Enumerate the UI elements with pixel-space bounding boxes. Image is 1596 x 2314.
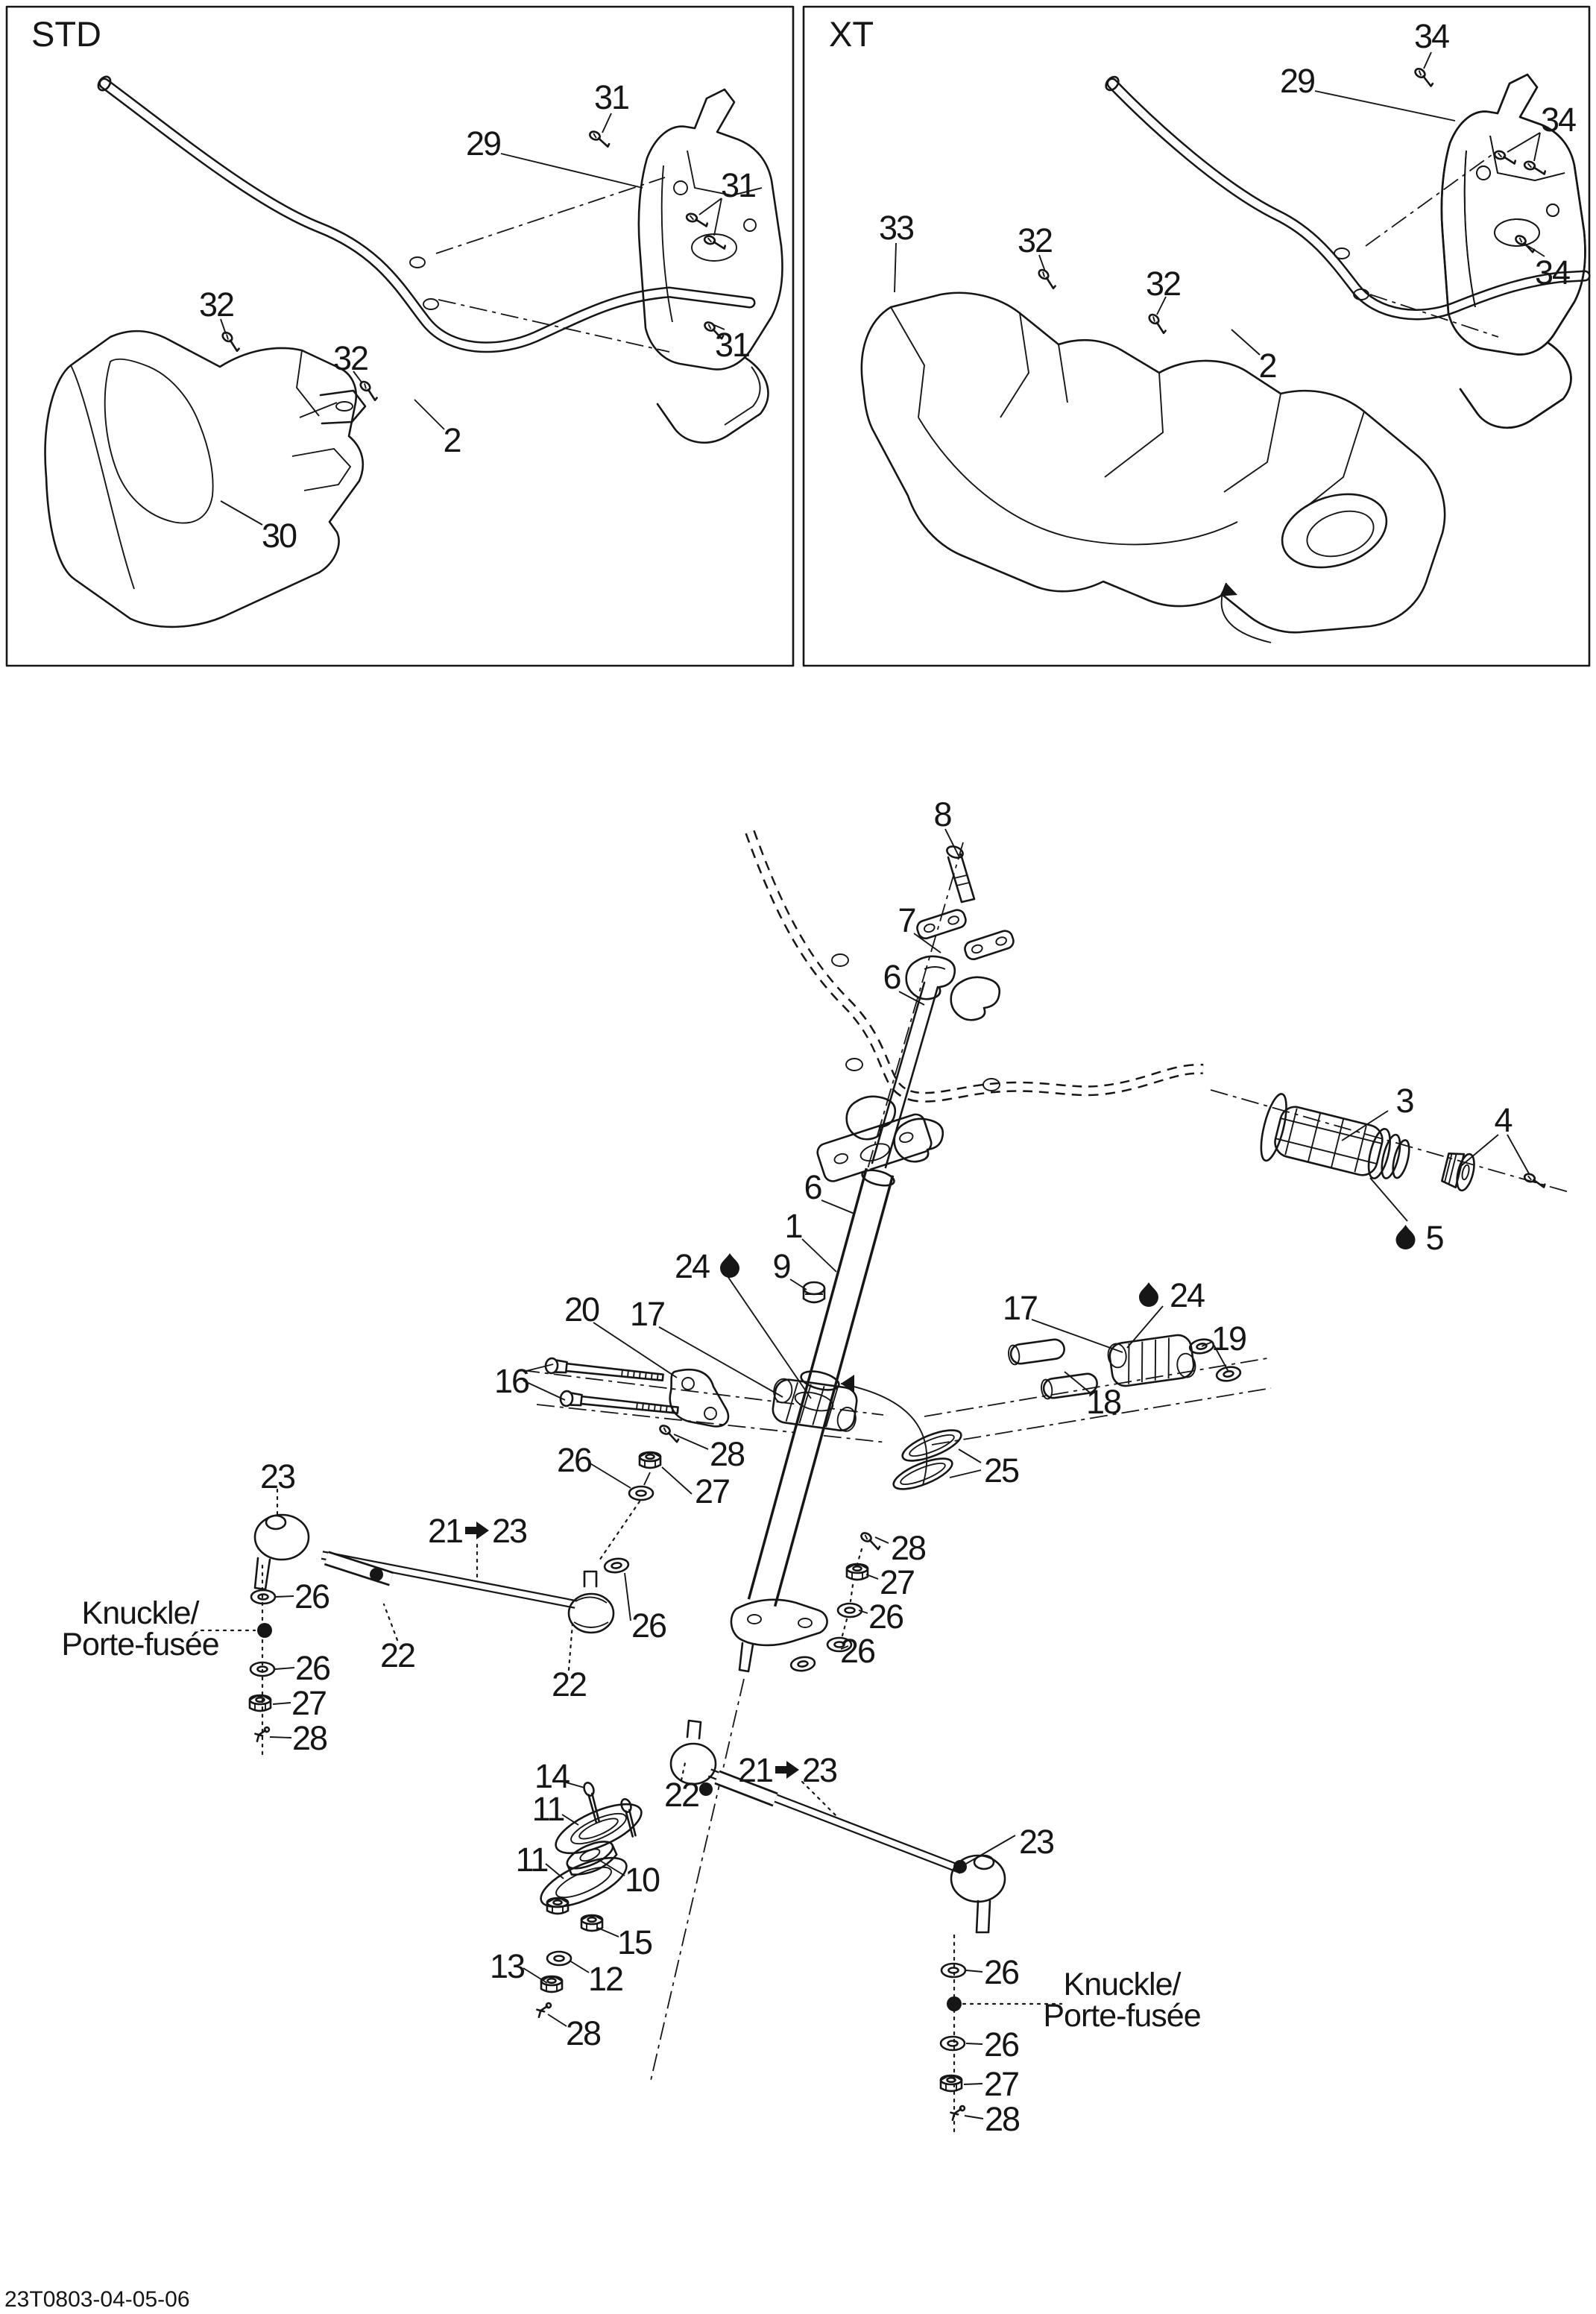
main-callout-26-28: 26 bbox=[294, 1649, 330, 1687]
std-screw-31a bbox=[588, 130, 611, 147]
main-callout-28-46: 28 bbox=[984, 2100, 1020, 2138]
main-handlebar-phantom bbox=[750, 832, 1203, 1097]
std-screw-31b bbox=[686, 212, 709, 226]
main-callout-28-40: 28 bbox=[565, 2014, 601, 2052]
std-panel bbox=[7, 7, 793, 666]
main-callout-1-7: 1 bbox=[784, 1207, 802, 1245]
mid-left-fasteners bbox=[598, 1424, 681, 1563]
std-callout-2-6: 2 bbox=[443, 421, 461, 459]
xt-screw-34a bbox=[1413, 67, 1436, 86]
main-callout-26-18: 26 bbox=[556, 1441, 592, 1479]
ref-from: 21 bbox=[427, 1512, 462, 1550]
main-callout-26-43: 26 bbox=[983, 1953, 1019, 1991]
knuckle-stack-left bbox=[201, 1566, 275, 1759]
main-callout-6-6: 6 bbox=[804, 1168, 821, 1206]
main-callout-26-44: 26 bbox=[983, 2025, 1019, 2064]
main-callout-26-25: 26 bbox=[631, 1607, 666, 1645]
grip-centerline bbox=[1211, 1090, 1571, 1193]
std-callout-32-4: 32 bbox=[198, 286, 234, 324]
main-callout-27-22: 27 bbox=[879, 1563, 915, 1601]
xt-cover-lower bbox=[862, 293, 1445, 633]
xt-screw-32a bbox=[1037, 268, 1059, 289]
std-panel-title: STD bbox=[31, 14, 101, 54]
pitman-arm bbox=[731, 1600, 827, 1671]
xt-callout-29-1: 29 bbox=[1279, 62, 1315, 100]
main-callout-23-26: 23 bbox=[259, 1457, 295, 1495]
std-screw-32a bbox=[221, 331, 242, 351]
grip bbox=[1256, 1091, 1416, 1194]
main-callout-27-45: 27 bbox=[983, 2065, 1019, 2103]
main-callout-16-12: 16 bbox=[493, 1362, 529, 1400]
std-callout-30-7: 30 bbox=[261, 517, 297, 555]
document-number: 23T0803-04-05-06 bbox=[4, 2287, 190, 2312]
column-insert-arrow bbox=[841, 1375, 927, 1485]
main-callout-27-20: 27 bbox=[694, 1472, 730, 1510]
main-callout-28-21: 28 bbox=[890, 1529, 926, 1567]
main-callout-26-23: 26 bbox=[868, 1598, 903, 1636]
xt-panel-border bbox=[804, 7, 1589, 666]
std-callout-31-0: 31 bbox=[593, 78, 629, 116]
xt-screw-34b bbox=[1494, 150, 1517, 163]
std-leaders bbox=[221, 113, 725, 525]
main-callout-19-15: 19 bbox=[1211, 1320, 1246, 1358]
main-callout-7-1: 7 bbox=[898, 901, 915, 939]
knuckle-label-left-line2: Porte-fusée bbox=[61, 1627, 219, 1662]
xt-callout-32-5: 32 bbox=[1145, 265, 1181, 303]
ref-arrow-label-1 bbox=[738, 1751, 837, 1789]
main-callout-12-39: 12 bbox=[587, 1960, 623, 1998]
ref-to: 23 bbox=[492, 1512, 527, 1550]
xt-screw-32b bbox=[1147, 313, 1169, 333]
clamp-centerline bbox=[863, 842, 963, 1184]
main-callout-24-14: 24 bbox=[1169, 1276, 1205, 1314]
main-callout-6-2: 6 bbox=[883, 958, 900, 996]
xt-callout-33-3: 33 bbox=[878, 209, 914, 247]
main-callout-14-33: 14 bbox=[534, 1757, 570, 1795]
clamp-halves-lower bbox=[847, 1097, 943, 1161]
main-callout-26-27: 26 bbox=[294, 1577, 329, 1615]
grommet bbox=[804, 1282, 824, 1302]
main-diagram bbox=[61, 795, 1571, 2138]
main-callout-22-31: 22 bbox=[379, 1636, 415, 1674]
std-screw-31c bbox=[704, 235, 727, 248]
std-callout-31-3: 31 bbox=[714, 326, 750, 364]
tie-rod-right bbox=[671, 1656, 1005, 1932]
main-callout-23-42: 23 bbox=[1018, 1823, 1054, 1861]
std-cover-lower bbox=[45, 331, 365, 627]
main-callout-4-4: 4 bbox=[1494, 1101, 1512, 1139]
right-arrow-icon bbox=[465, 1522, 489, 1539]
oil-drop-icon bbox=[720, 1253, 739, 1278]
main-callout-8-0: 8 bbox=[933, 795, 951, 833]
main-callout-15-37: 15 bbox=[616, 1923, 652, 1961]
main-callout-5-5: 5 bbox=[1425, 1219, 1443, 1257]
right-arrow-icon bbox=[775, 1761, 799, 1779]
xt-panel bbox=[804, 7, 1589, 666]
main-callout-11-34: 11 bbox=[532, 1790, 564, 1828]
xt-callout-34-2: 34 bbox=[1540, 101, 1576, 139]
oil-drop-icon bbox=[1396, 1225, 1416, 1249]
main-callout-10-36: 10 bbox=[624, 1861, 660, 1899]
main-callout-13-38: 13 bbox=[489, 1947, 525, 1985]
knuckle-label-left-line1: Knuckle/ bbox=[81, 1595, 199, 1631]
std-callout-31-2: 31 bbox=[720, 166, 756, 204]
xt-callout-34-0: 34 bbox=[1413, 17, 1449, 55]
steering-column bbox=[762, 983, 938, 1603]
main-callout-20-11: 20 bbox=[564, 1290, 599, 1328]
main-callout-3-3: 3 bbox=[1395, 1082, 1413, 1120]
main-callout-9-8: 9 bbox=[772, 1247, 790, 1285]
bearing-centerline bbox=[650, 1679, 744, 2084]
ref-from: 21 bbox=[737, 1751, 772, 1789]
main-callout-17-10: 17 bbox=[629, 1295, 665, 1333]
std-callout-29-1: 29 bbox=[465, 124, 501, 163]
main-callout-22-41: 22 bbox=[663, 1776, 699, 1814]
main-callout-18-16: 18 bbox=[1085, 1383, 1121, 1421]
main-callout-22-32: 22 bbox=[551, 1665, 587, 1703]
main-callout-25-17: 25 bbox=[983, 1451, 1019, 1489]
oil-drop-icon bbox=[1139, 1282, 1158, 1307]
std-cover-upper bbox=[639, 89, 783, 443]
std-callout-32-5: 32 bbox=[332, 339, 368, 377]
knuckle-label-right-line1: Knuckle/ bbox=[1063, 1967, 1181, 2002]
clamp-plates bbox=[915, 908, 1015, 961]
xt-callout-32-4: 32 bbox=[1017, 221, 1053, 259]
xt-screw-34c bbox=[1524, 160, 1547, 174]
xt-panel-title: XT bbox=[829, 14, 874, 54]
right-clamp-hardware bbox=[1007, 1333, 1241, 1399]
main-callout-26-24: 26 bbox=[839, 1632, 875, 1670]
main-callout-28-19: 28 bbox=[709, 1435, 745, 1473]
xt-callout-2-6: 2 bbox=[1258, 347, 1276, 385]
main-callout-11-35: 11 bbox=[515, 1841, 548, 1879]
std-handlebar bbox=[96, 75, 750, 347]
xt-callout-34-7: 34 bbox=[1534, 253, 1570, 291]
knuckle-label-right-line2: Porte-fusée bbox=[1043, 1998, 1201, 2034]
main-callout-27-29: 27 bbox=[291, 1684, 327, 1722]
main-leaders bbox=[270, 829, 1530, 2119]
main-callout-17-13: 17 bbox=[1002, 1289, 1038, 1327]
ref-to: 23 bbox=[802, 1751, 837, 1789]
main-callout-28-30: 28 bbox=[291, 1719, 327, 1757]
main-callout-24-9: 24 bbox=[674, 1247, 710, 1285]
